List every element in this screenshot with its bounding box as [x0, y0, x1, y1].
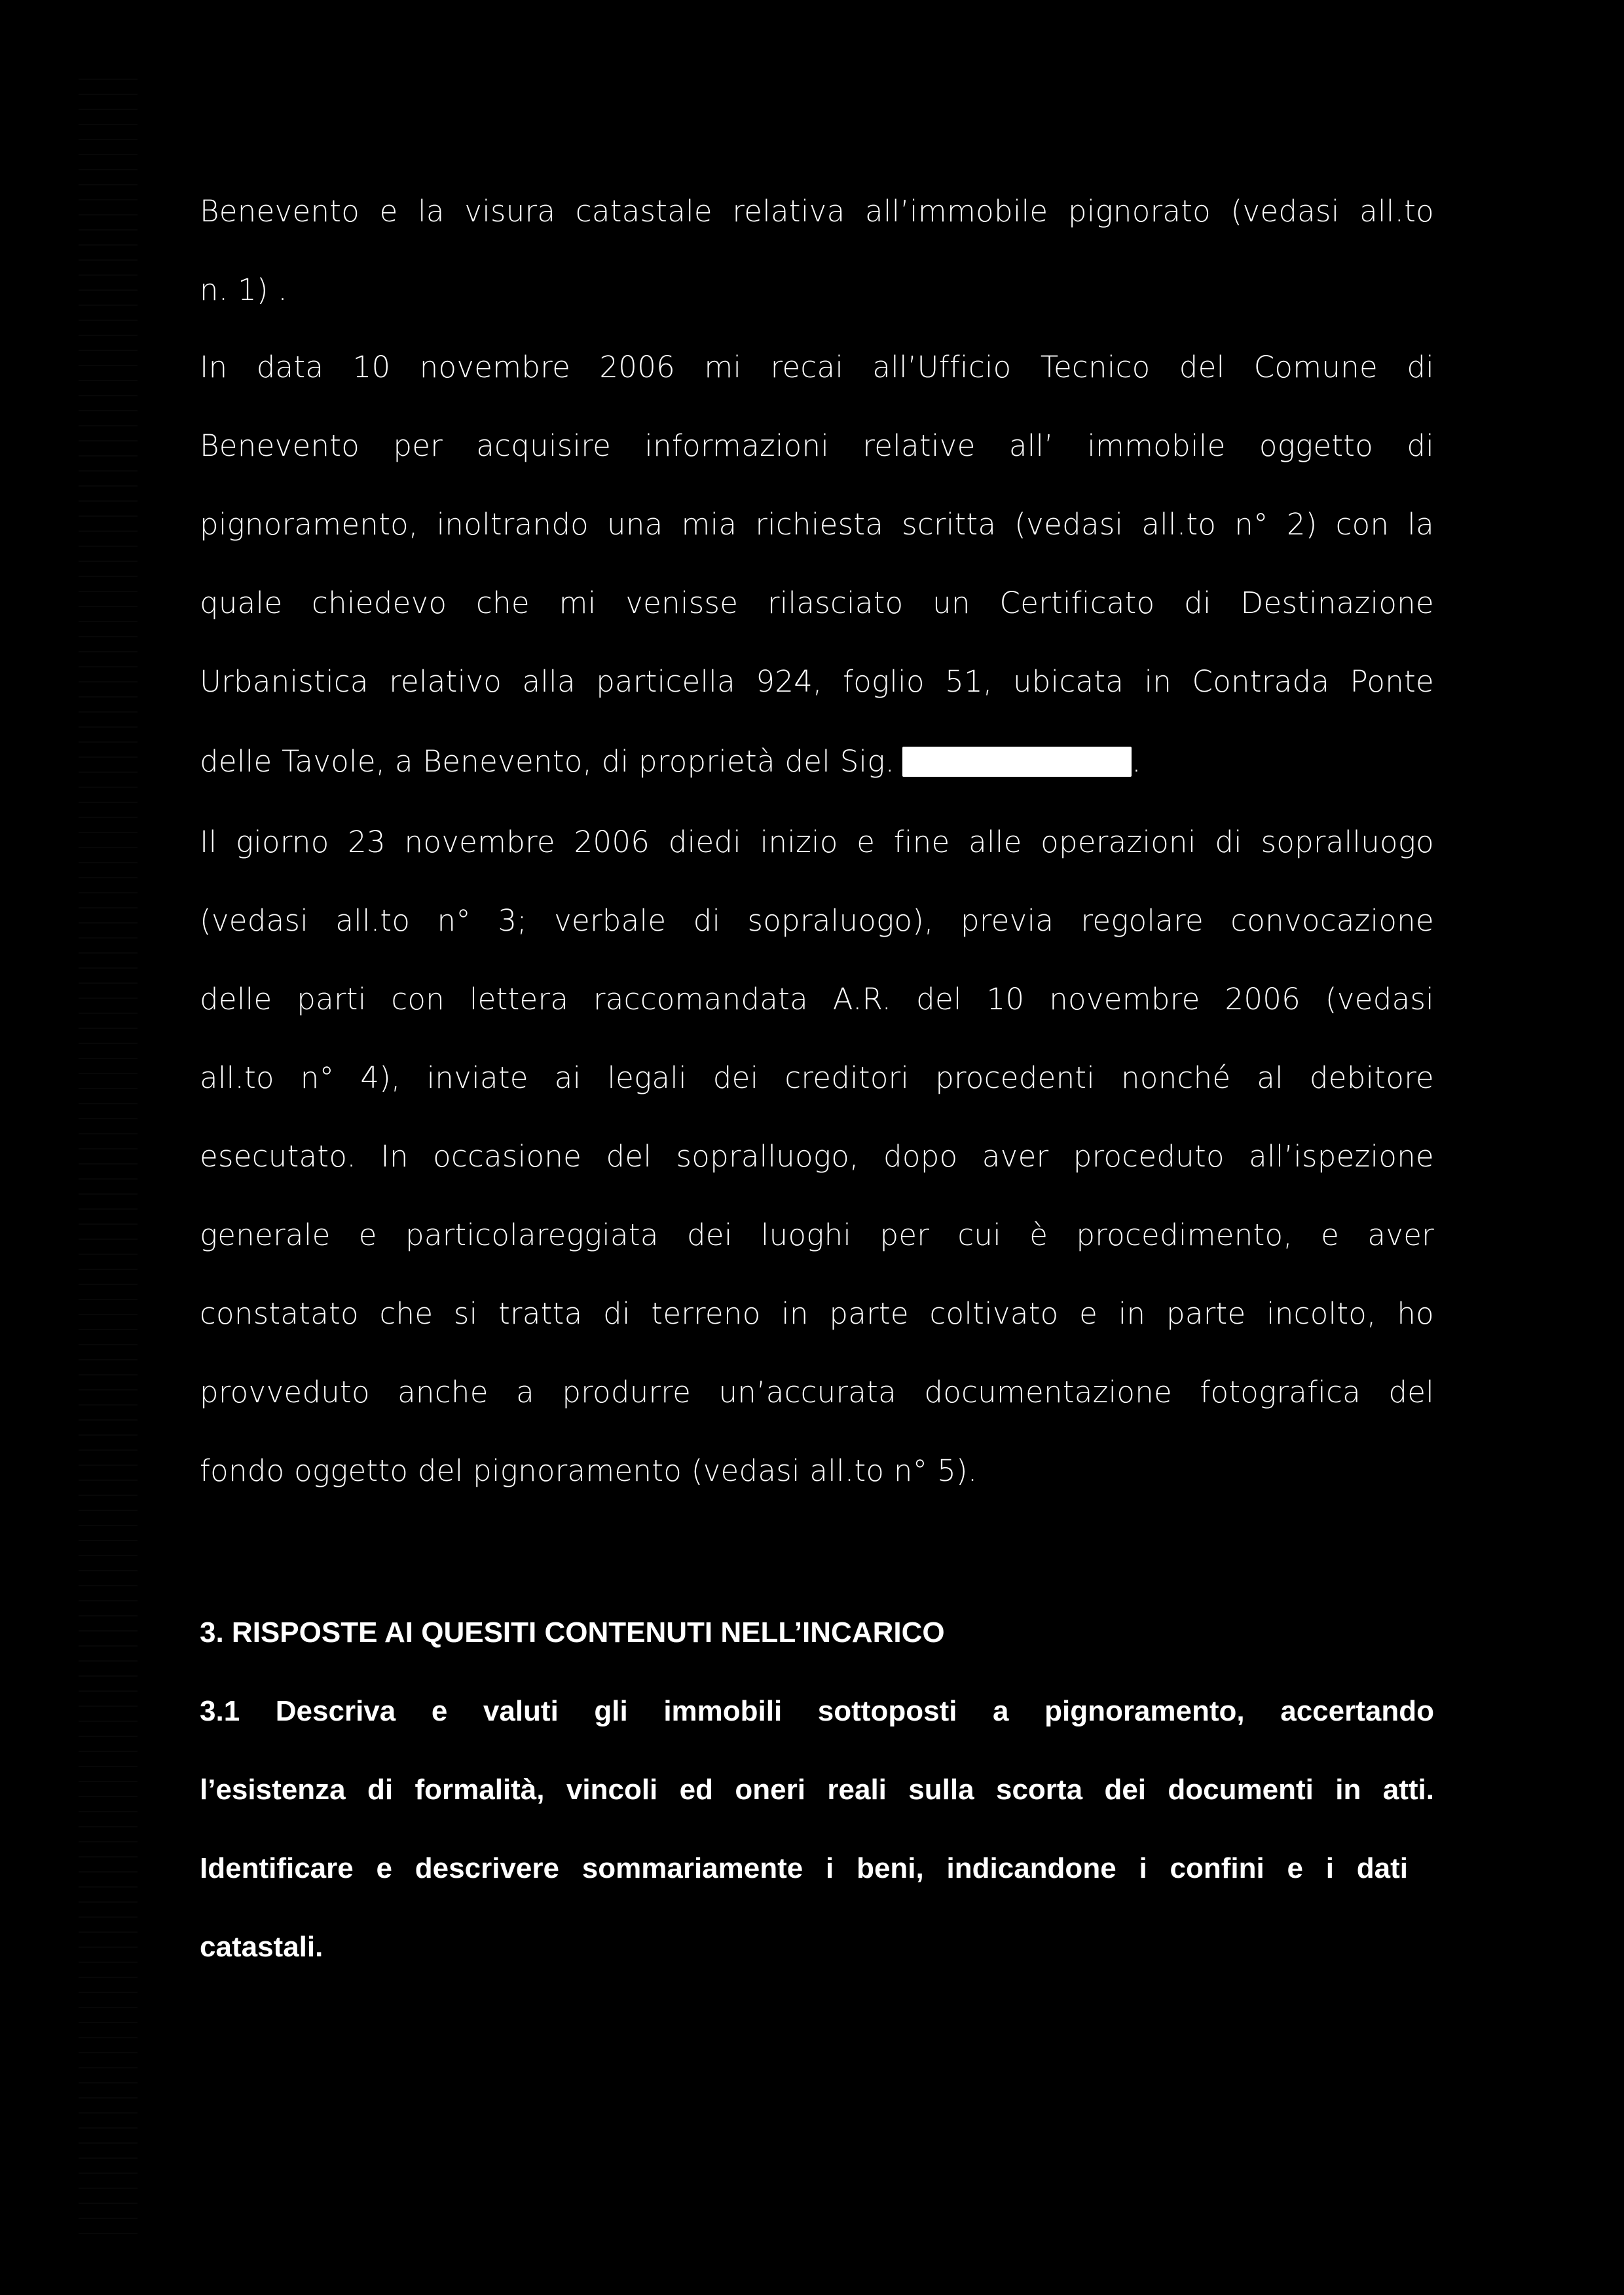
text-line: all.to n° 4), inviate ai legali dei creditori procedenti nonché al debitore [200, 1060, 1434, 1095]
text-line-with-redaction [200, 742, 1434, 781]
text-line: quale chiedevo che mi venisse rilasciato un Certificato di Destinazione [200, 586, 1434, 620]
text-line: In data 10 novembre 2006 mi recai all’Ufficio Tecnico del Comune di [200, 350, 1434, 384]
text-segment: delle Tavole, a Benevento, di proprietà del Sig. [200, 744, 895, 779]
text-line: Il giorno 23 novembre 2006 diedi inizio e fine alle operazioni di sopralluogo [200, 825, 1434, 859]
text-line: provveduto anche a produrre un’accurata documentazione fotografica del [200, 1375, 1434, 1409]
section-heading: 3. RISPOSTE AI QUESITI CONTENUTI NELL’INCARICO [200, 1616, 945, 1649]
scan-artifact-edge [79, 79, 138, 2240]
question-line: catastali. [200, 1931, 323, 1963]
text-line: (vedasi all.to n° 3; verbale di sopraluogo), previa regolare convocazione [200, 903, 1434, 938]
question-line: 3.1 Descriva e valuti gli immobili sottoposti a pignoramento, accertando [200, 1695, 1434, 1727]
text-line: generale e particolareggiata dei luoghi per cui è procedimento, e aver [200, 1218, 1434, 1252]
text-line: constatato che si tratta di terreno in parte coltivato e in parte incolto, ho [200, 1296, 1434, 1331]
redaction-box [902, 747, 1132, 777]
text-line: pignoramento, inoltrando una mia richiesta scritta (vedasi all.to n° 2) con la [200, 507, 1434, 542]
text-line: Urbanistica relativo alla particella 924, foglio 51, ubicata in Contrada Ponte [200, 664, 1434, 699]
text-line: delle parti con lettera raccomandata A.R. del 10 novembre 2006 (vedasi [200, 982, 1434, 1017]
text-line: esecutato. In occasione del sopralluogo, dopo aver proceduto all’ispezione [200, 1139, 1434, 1174]
question-line: Identificare e descrivere sommariamente i beni, indicandone i confini e i dati [200, 1852, 1408, 1884]
text-line: n. 1) . [200, 272, 288, 307]
text-line: fondo oggetto del pignoramento (vedasi all.to n° 5). [200, 1453, 978, 1488]
text-line: Benevento per acquisire informazioni relative all’ immobile oggetto di [200, 428, 1434, 463]
text-segment: . [1132, 744, 1141, 779]
text-line: Benevento e la visura catastale relativa all’immobile pignorato (vedasi all.to [200, 194, 1434, 229]
question-line: l’esistenza di formalità, vincoli ed oneri reali sulla scorta dei documenti in atti. [200, 1774, 1434, 1806]
